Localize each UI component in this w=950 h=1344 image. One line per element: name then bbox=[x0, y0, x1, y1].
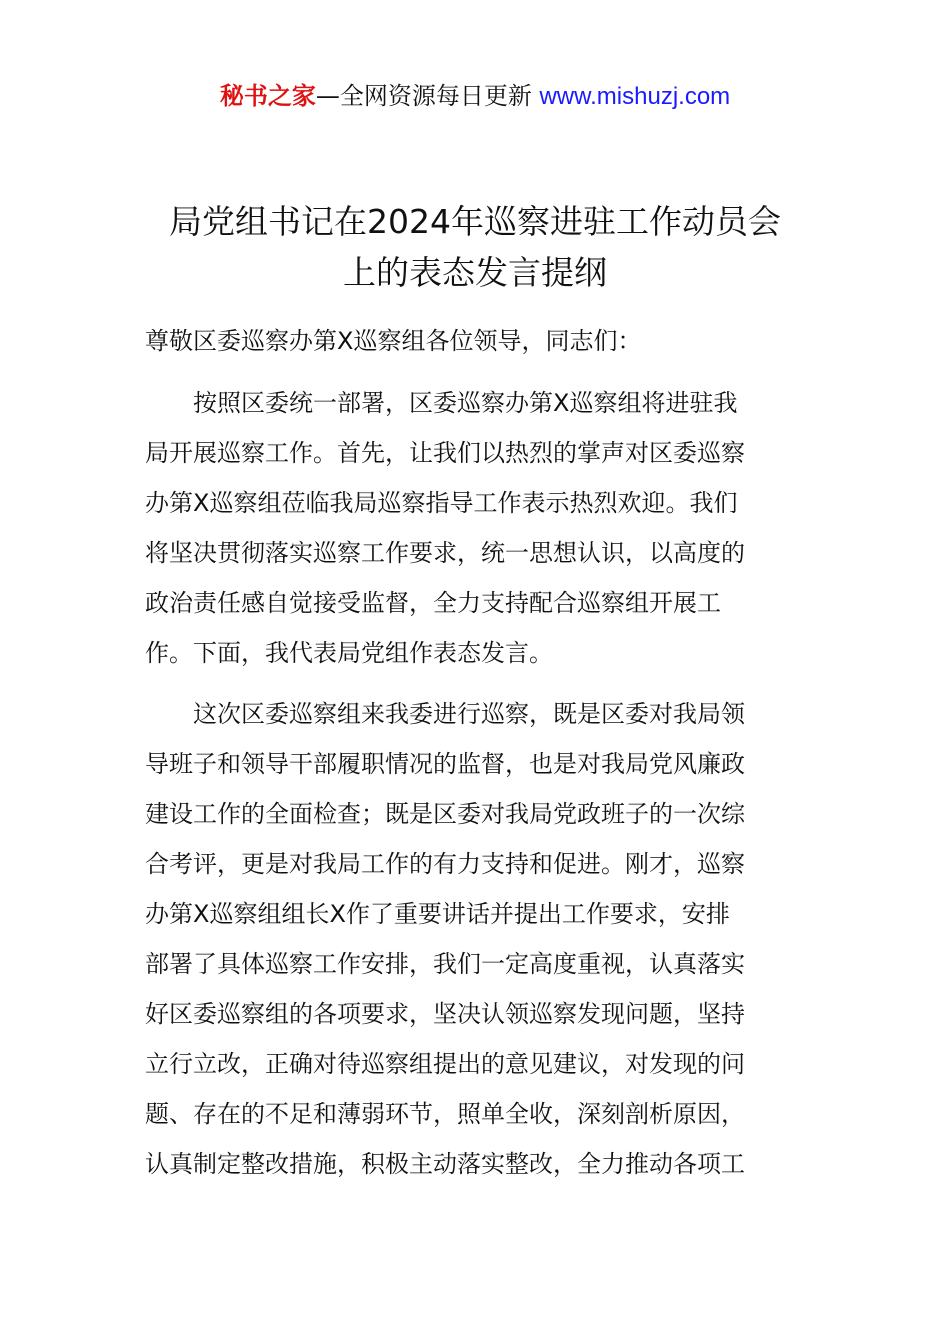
text-line: 导班子和领导干部履职情况的监督，也是对我局党风廉政 bbox=[145, 750, 745, 778]
text-line: 建设工作的全面检查；既是区委对我局党政班子的一次综 bbox=[145, 800, 745, 828]
text-line: 这次区委巡察组来我委进行巡察，既是区委对我局领 bbox=[145, 700, 745, 728]
text-line: 好区委巡察组的各项要求，坚决认领巡察发现问题，坚持 bbox=[145, 1000, 745, 1028]
document-title bbox=[60, 196, 890, 298]
paragraph-1 bbox=[145, 378, 815, 678]
text-line: 按照区委统一部署，区委巡察办第Ⅹ巡察组将进驻我 bbox=[145, 389, 738, 417]
text-line: 将坚决贯彻落实巡察工作要求，统一思想认识，以高度的 bbox=[145, 539, 745, 567]
text-line: 局开展巡察工作。首先，让我们以热烈的掌声对区委巡察 bbox=[145, 439, 745, 467]
text-line: 部署了具体巡察工作安排，我们一定高度重视，认真落实 bbox=[145, 950, 745, 978]
text-line: 认真制定整改措施，积极主动落实整改，全力推动各项工 bbox=[145, 1150, 745, 1178]
salutation: 尊敬区委巡察办第Ⅹ巡察组各位领导，同志们： bbox=[145, 327, 642, 355]
site-banner bbox=[0, 78, 950, 115]
text-line: 办第Ⅹ巡察组组长Ⅹ作了重要讲话并提出工作要求，安排 bbox=[145, 900, 730, 928]
text-line: 政治责任感自觉接受监督，全力支持配合巡察组开展工 bbox=[145, 589, 721, 617]
title-line-1: 局党组书记在2024年巡察进驻工作动员会 bbox=[169, 202, 781, 241]
text-line: 合考评，更是对我局工作的有力支持和促进。刚才，巡察 bbox=[145, 850, 745, 878]
text-line: 立行立改，正确对待巡察组提出的意见建议，对发现的问 bbox=[145, 1050, 745, 1078]
text-line: 办第Ⅹ巡察组莅临我局巡察指导工作表示热烈欢迎。我们 bbox=[145, 489, 738, 517]
site-url-link[interactable]: www.mishuzj.com bbox=[539, 83, 731, 110]
banner-tagline: —全网资源每日更新 bbox=[315, 82, 532, 110]
title-line-2: 上的表态发言提纲 bbox=[343, 253, 607, 292]
text-line: 题、存在的不足和薄弱环节，照单全收，深刻剖析原因， bbox=[145, 1100, 745, 1128]
brand-name: 秘书之家 bbox=[219, 82, 316, 110]
text-line: 作。下面，我代表局党组作表态发言。 bbox=[145, 639, 553, 667]
paragraph-2 bbox=[145, 689, 815, 1189]
